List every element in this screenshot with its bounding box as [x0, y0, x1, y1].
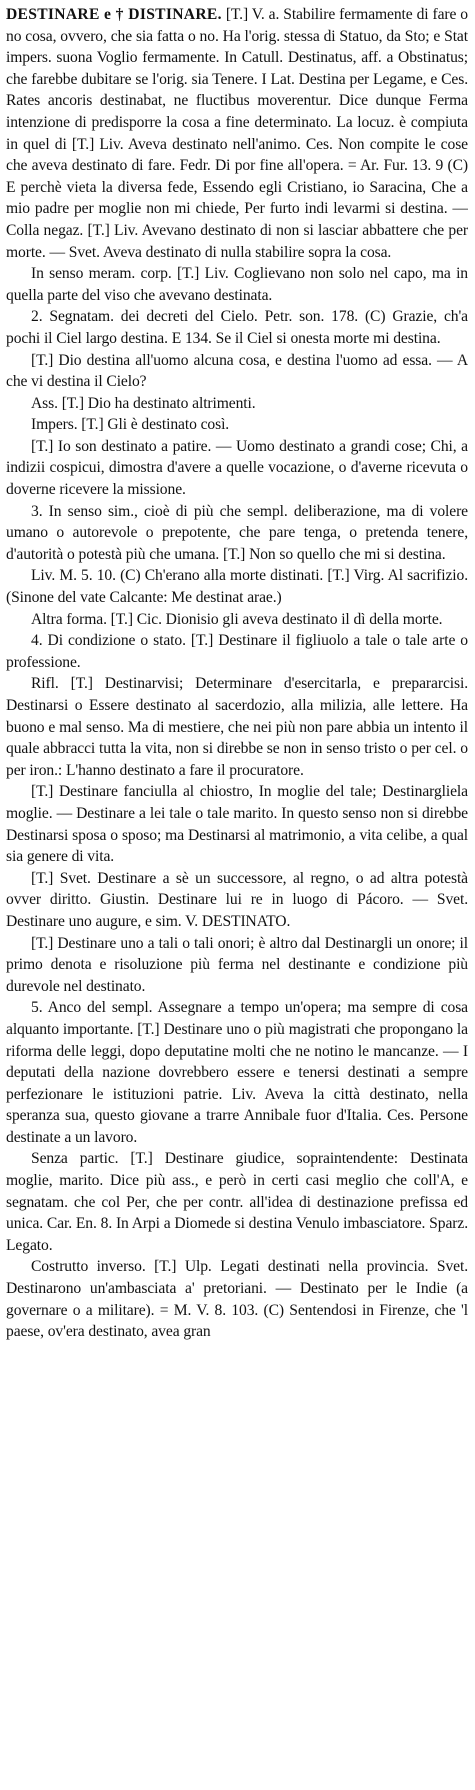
entry-paragraph: 5. Anco del sempl. Assegnare a tempo un'opera; ma sempre di cosa alquanto importante. [T.] Destinare uno o più magistrati che propongano la riforma delle leggi, dopo deputatine molti che ne notino le mancanze. — I deputati della nazione dovrebbero essere e tenersi destinati a sempre perfezionare le istituzioni patrie. Liv. Aveva la città destinato, nella speranza sua, questo giovane a trarre Annibale fuor d'Italia. Ces. Persone destinate a un lavoro.	[6, 999, 468, 1146]
entry-paragraph: [T.] Io son destinato a patire. — Uomo destinato a grandi cose; Chi, a indizii cospicui, dimostra d'avere a quelle vocazione, o d'averne ricevuta o doverne ricevere la missione.	[6, 437, 468, 499]
entry-paragraph: 2. Segnatam. dei decreti del Cielo. Petr. son. 178. (C) Grazie, ch'a pochi il Ciel largo destina. E 134. Se il Ciel si onesta morte mi destina.	[6, 308, 468, 347]
entry-paragraph: Altra forma. [T.] Cic. Dionisio gli aveva destinato il dì della morte.	[31, 610, 443, 628]
entry-paragraph: [T.] Destinare fanciulla al chiostro, In moglie del tale; Destinargliela moglie. — Destinare a lei tale o tale marito. In questo senso non si direbbe Destinarsi sposa o sposo; ma Destinarsi al matrimonio, a vita celibe, a qual sia genere di vita.	[6, 783, 468, 866]
headword: DESTINARE e † DISTINARE.	[6, 6, 222, 23]
entry-paragraph: 4. Di condizione o stato. [T.] Destinare il figliuolo a tale o tale arte o professione.	[6, 632, 468, 671]
entry-paragraph: Senza partic. [T.] Destinare giudice, sopraintendente: Destinata moglie, marito. Dice più ass., e però in certi casi meglio che coll'A, e segnatam. che col Per, che per contr. all'idea di destinazione prefissa ed unica. Car. En. 8. In Arpi a Diomede si destina Venulo imbasciatore. Sparz. Legato.	[6, 1150, 468, 1254]
entry-paragraph: [T.] Dio destina all'uomo alcuna cosa, e destina l'uomo ad essa. — A che vi destina il Cielo?	[6, 351, 468, 391]
entry-paragraph: Rifl. [T.] Destinarvisi; Determinare d'esercitarla, e prepararcisi. Destinarsi o Essere destinato al sacerdozio, alla milizia, alle lettere. Ha buono e mal senso. Ma di mestiere, che nei più non pare abbia un intento il quale abbracci tutta la vita, non si direbbe se non in senso tristo o per cel. o per iron.: L'hanno destinato a fare il procuratore.	[6, 675, 468, 779]
dictionary-entry	[6, 4, 468, 1786]
entry-paragraph: [T.] Svet. Destinare a sè un successore, al regno, o ad altra potestà ovver diritto. Giustin. Destinare lui re in luogo di Pácoro. — Svet. Destinare uno augure, e sim. V. DESTINATO.	[6, 869, 468, 930]
entry-paragraph: In senso meram. corp. [T.] Liv. Coglievano non solo nel capo, ma in quella parte del viso che avevano destinata.	[6, 265, 468, 304]
entry-paragraph: [T.] Destinare uno a tali o tali onori; è altro dal Destinargli un onore; il primo denota e risoluzione più ferma nel destinante e condizione più durevole nel destinato.	[6, 934, 468, 995]
paragraph-text: [T.] V. a. Stabilire fermamente di fare o no cosa, ovvero, che sia fatta o no. Ha l'orig. stessa di Statuo, da Sto; e Stat impers. suona Voglio fermamente. In Catull. Destinatus, aff. a Obstinatus; che farebbe dubitare se l'orig. sia Tenere. I Lat. Destina per Legame, e Ces. Rates ancoris destinabat, ne fluctibus moverentur. Dice dunque Ferma intenzione di predisporre la cosa a fine determinato. La locuz. è compiuta in quel di [T.] Liv. Aveva destinato nell'animo. Ces. Non compite le cose che aveva destinato di fare. Fedr. Di por fine all'opera. = Ar. Fur. 13. 9 (C) E perchè vieta la diversa fede, Essendo egli Cristiano, io Saracina, Che a mio padre per moglie non mi chiede, Per furto indi levarmi si destina. — Colla negaz. [T.] Liv. Avevano destinato di non si lasciar abbattere che per morte. — Svet. Aveva destinato di nulla stabilire sopra la cosa.	[6, 6, 468, 261]
entry-paragraph: 3. In senso sim., cioè di più che sempl. deliberazione, ma di volere umano o autorevole o prepotente, che pare tenga, o pretenda tenere, d'autorità o potestà più che umana. [T.] Non so quello che mi si destina.	[6, 502, 468, 563]
entry-paragraph-1	[6, 4, 468, 263]
entry-paragraph: Ass. [T.] Dio ha destinato altrimenti.	[31, 394, 256, 412]
entry-paragraph: Liv. M. 5. 10. (C) Ch'erano alla morte distinati. [T.] Virg. Al sacrifizio. (Sinone del vate Calcante: Me destinat arae.)	[6, 567, 468, 607]
entry-paragraph: Impers. [T.] Gli è destinato così.	[31, 416, 230, 434]
entry-paragraph: Costrutto inverso. [T.] Ulp. Legati destinati nella provincia. Svet. Destinarono un'ambasciata a' pretoriani. — Destinato per le Indie (a governare o a militare). = M. V. 8. 103. (C) Sentendosi in Firenze, che 'l paese, ov'era destinato, avea gran	[6, 1258, 468, 1341]
